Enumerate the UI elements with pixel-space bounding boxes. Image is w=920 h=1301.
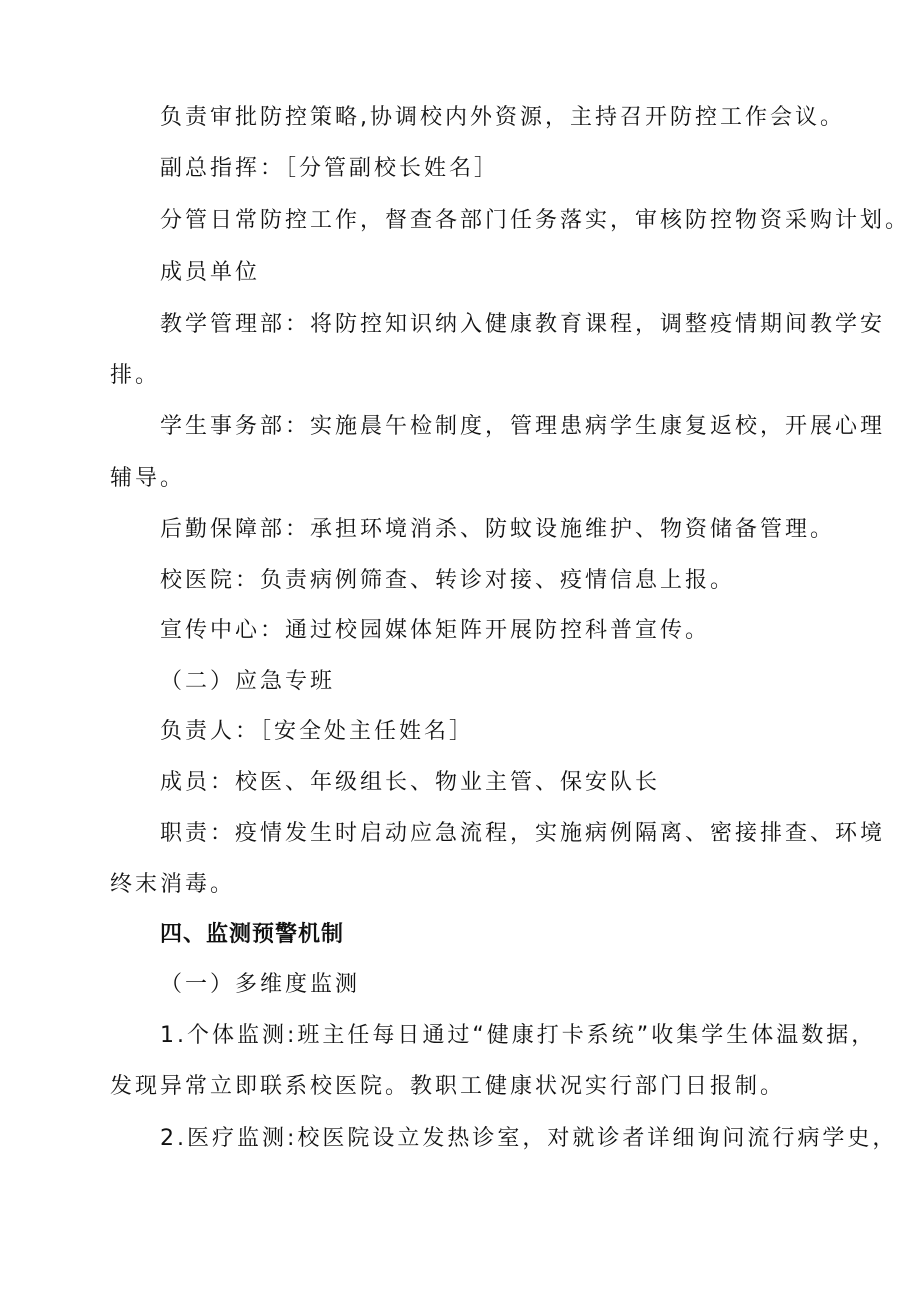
paragraph-line: 负责审批防控策略,协调校内外资源，主持召开防控工作会议。	[160, 105, 845, 130]
subsection-title: （一）多维度监测	[160, 972, 361, 997]
paragraph-line: 后勤保障部：承担环境消杀、防蚊设施维护、物资储备管理。	[160, 517, 836, 542]
paragraph-line: 排。	[110, 363, 161, 388]
paragraph-line: 辅导。	[110, 466, 186, 491]
paragraph-line: 发现异常立即联系校医院。教职工健康状况实行部门日报制。	[110, 1074, 786, 1099]
paragraph-line: 成员：校医、年级组长、物业主管、保安队长	[160, 770, 661, 795]
subsection-title: （二）应急专班	[160, 669, 336, 694]
paragraph-line: 负责人：［安全处主任姓名］	[160, 719, 475, 744]
paragraph-line: 终末消毒。	[110, 872, 236, 897]
section-label: 成员单位	[160, 260, 261, 285]
paragraph-line: 校医院：负责病例筛查、转诊对接、疫情信息上报。	[160, 568, 736, 593]
paragraph-line: 教学管理部：将防控知识纳入健康教育课程，调整疫情期间教学安	[160, 312, 886, 337]
paragraph-line: 宣传中心：通过校园媒体矩阵开展防控科普宣传。	[160, 618, 711, 643]
paragraph-line: 分管日常防控工作，督查各部门任务落实，审核防控物资采购计划。	[160, 208, 911, 233]
paragraph-line: 职责：疫情发生时启动应急流程，实施病例隔离、密接排查、环境	[160, 821, 886, 846]
paragraph-line: 2.医疗监测:校医院设立发热诊室，对就诊者详细询问流行病学史，	[160, 1126, 898, 1151]
paragraph-line: 副总指挥：［分管副校长姓名］	[160, 156, 500, 181]
paragraph-line: 学生事务部：实施晨午检制度，管理患病学生康复返校，开展心理	[160, 414, 886, 439]
paragraph-line: 1.个体监测:班主任每日通过“健康打卡系统”收集学生体温数据，	[160, 1023, 877, 1048]
section-heading: 四、监测预警机制	[160, 922, 345, 947]
